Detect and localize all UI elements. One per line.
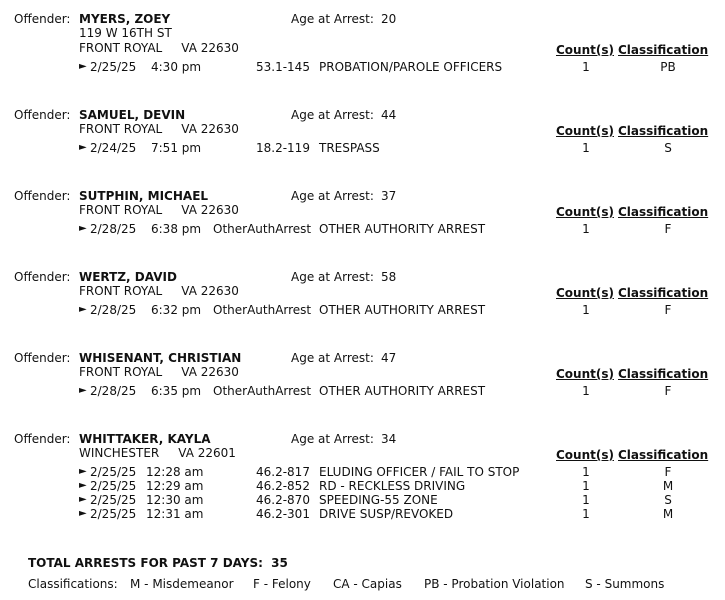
total-arrests-value: 35 — [271, 556, 288, 570]
charge-code: OtherAuthArrest — [213, 222, 312, 236]
charge-count: 1 — [582, 384, 590, 398]
arrow-icon: ► — [79, 223, 87, 234]
address-line: WINCHESTER VA 22601 — [79, 446, 236, 460]
offender-label: Offender: — [14, 12, 71, 26]
charge-time: 12:28 am — [146, 465, 204, 479]
charge-description: PROBATION/PAROLE OFFICERS — [319, 60, 503, 74]
charge-classification: F — [664, 384, 672, 398]
age-value: 20 — [381, 12, 397, 26]
counts-header: Count(s) — [556, 286, 614, 300]
age-label: Age at Arrest: — [291, 108, 374, 122]
age-value: 47 — [381, 351, 397, 365]
legend-item-misdemeanor: M - Misdemeanor — [130, 577, 234, 591]
classification-header: Classification — [618, 124, 709, 138]
age-value: 58 — [381, 270, 397, 284]
offender-name: WHITTAKER, KAYLA — [79, 432, 211, 446]
charge-count: 1 — [582, 60, 590, 74]
charge-code: 46.2-817 — [256, 465, 310, 479]
legend-item-summons: S - Summons — [585, 577, 665, 591]
age-value: 44 — [381, 108, 397, 122]
charge-count: 1 — [582, 222, 590, 236]
classification-header: Classification — [618, 205, 709, 219]
charge-time: 12:31 am — [146, 507, 204, 521]
age-value: 37 — [381, 189, 397, 203]
classifications-label: Classifications: — [28, 577, 118, 591]
arrow-icon: ► — [79, 466, 87, 477]
offender-record — [0, 351, 725, 431]
charge-classification: S — [664, 493, 672, 507]
classification-header: Classification — [618, 448, 709, 462]
counts-header: Count(s) — [556, 43, 614, 57]
offender-name: SUTPHIN, MICHAEL — [79, 189, 209, 203]
offender-record — [0, 432, 725, 532]
offender-label: Offender: — [14, 432, 71, 446]
charge-description: OTHER AUTHORITY ARREST — [319, 384, 486, 398]
charge-description: OTHER AUTHORITY ARREST — [319, 222, 486, 236]
charge-code: 46.2-852 — [256, 479, 310, 493]
charge-date: 2/25/25 — [90, 493, 137, 507]
offender-record — [0, 108, 725, 188]
age-label: Age at Arrest: — [291, 270, 374, 284]
charge-classification: M — [662, 479, 674, 493]
charge-time: 7:51 pm — [151, 141, 202, 155]
age-label: Age at Arrest: — [291, 189, 374, 203]
offender-label: Offender: — [14, 189, 71, 203]
charge-code: 46.2-301 — [256, 507, 310, 521]
counts-header: Count(s) — [556, 448, 614, 462]
offender-name: MYERS, ZOEY — [79, 12, 171, 26]
charge-classification: F — [664, 303, 672, 317]
charge-time: 6:38 pm — [151, 222, 202, 236]
offender-label: Offender: — [14, 108, 71, 122]
address-line: FRONT ROYAL VA 22630 — [79, 122, 239, 136]
address-line: FRONT ROYAL VA 22630 — [79, 203, 239, 217]
address-line: FRONT ROYAL VA 22630 — [79, 41, 239, 55]
counts-header: Count(s) — [556, 367, 614, 381]
arrow-icon: ► — [79, 61, 87, 72]
age-value: 34 — [381, 432, 397, 446]
charge-classification: S — [664, 141, 672, 155]
charge-date: 2/25/25 — [90, 507, 137, 521]
address-line: FRONT ROYAL VA 22630 — [79, 284, 239, 298]
address-line: FRONT ROYAL VA 22630 — [79, 365, 239, 379]
legend-item-felony: F - Felony — [253, 577, 311, 591]
age-label: Age at Arrest: — [291, 351, 374, 365]
charge-description: SPEEDING-55 ZONE — [319, 493, 438, 507]
legend-item-probation-violation: PB - Probation Violation — [424, 577, 565, 591]
legend-item-capias: CA - Capias — [333, 577, 402, 591]
offender-label: Offender: — [14, 351, 71, 365]
charge-code: 46.2-870 — [256, 493, 310, 507]
classification-header: Classification — [618, 43, 709, 57]
charge-date: 2/28/25 — [90, 384, 137, 398]
charge-count: 1 — [582, 507, 590, 521]
charge-description: DRIVE SUSP/REVOKED — [319, 507, 454, 521]
charge-time: 12:29 am — [146, 479, 204, 493]
charge-classification: PB — [660, 60, 676, 74]
charge-date: 2/24/25 — [90, 141, 137, 155]
charge-date: 2/28/25 — [90, 222, 137, 236]
charge-code: 18.2-119 — [256, 141, 310, 155]
offender-record — [0, 270, 725, 350]
offender-record — [0, 189, 725, 269]
charge-count: 1 — [582, 479, 590, 493]
charge-code: OtherAuthArrest — [213, 384, 312, 398]
charge-classification: F — [664, 465, 672, 479]
arrow-icon: ► — [79, 304, 87, 315]
address-line: 119 W 16TH ST — [79, 26, 172, 40]
charge-count: 1 — [582, 493, 590, 507]
charge-time: 6:35 pm — [151, 384, 202, 398]
charge-description: ELUDING OFFICER / FAIL TO STOP — [319, 465, 520, 479]
offender-name: SAMUEL, DEVIN — [79, 108, 186, 122]
charge-description: TRESPASS — [319, 141, 380, 155]
arrow-icon: ► — [79, 480, 87, 491]
arrow-icon: ► — [79, 508, 87, 519]
charge-date: 2/28/25 — [90, 303, 137, 317]
counts-header: Count(s) — [556, 124, 614, 138]
age-label: Age at Arrest: — [291, 12, 374, 26]
charge-code: 53.1-145 — [256, 60, 310, 74]
charge-count: 1 — [582, 465, 590, 479]
charge-description: OTHER AUTHORITY ARREST — [319, 303, 486, 317]
charge-time: 4:30 pm — [151, 60, 202, 74]
charge-date: 2/25/25 — [90, 60, 137, 74]
charge-classification: F — [664, 222, 672, 236]
classification-header: Classification — [618, 367, 709, 381]
offender-name: WHISENANT, CHRISTIAN — [79, 351, 242, 365]
charge-date: 2/25/25 — [90, 479, 137, 493]
charge-time: 6:32 pm — [151, 303, 202, 317]
charge-time: 12:30 am — [146, 493, 204, 507]
charge-date: 2/25/25 — [90, 465, 137, 479]
arrow-icon: ► — [79, 142, 87, 153]
total-arrests — [28, 556, 288, 570]
arrow-icon: ► — [79, 494, 87, 505]
arrow-icon: ► — [79, 385, 87, 396]
classification-header: Classification — [618, 286, 709, 300]
offender-label: Offender: — [14, 270, 71, 284]
charge-classification: M — [662, 507, 674, 521]
charge-code: OtherAuthArrest — [213, 303, 312, 317]
charge-count: 1 — [582, 141, 590, 155]
counts-header: Count(s) — [556, 205, 614, 219]
age-label: Age at Arrest: — [291, 432, 374, 446]
charge-count: 1 — [582, 303, 590, 317]
total-arrests-label: TOTAL ARRESTS FOR PAST 7 DAYS: — [28, 556, 263, 570]
charge-description: RD - RECKLESS DRIVING — [319, 479, 466, 493]
offender-record — [0, 12, 725, 92]
offender-name: WERTZ, DAVID — [79, 270, 177, 284]
